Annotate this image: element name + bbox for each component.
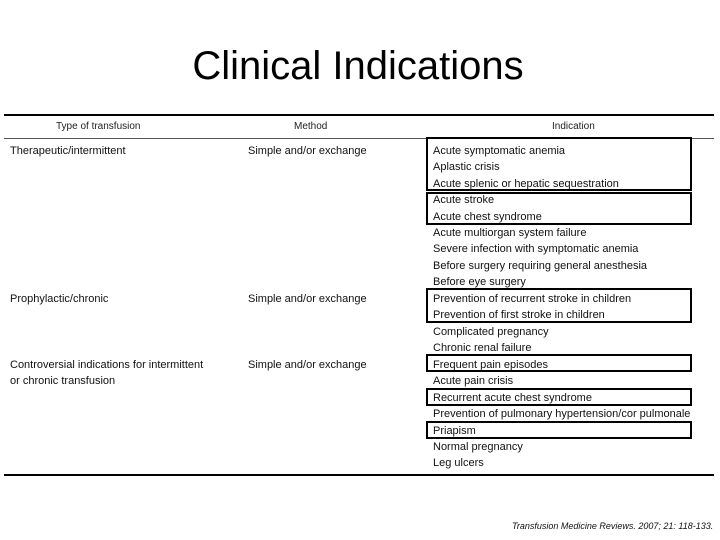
indication-item: Leg ulcers [433, 457, 484, 469]
method-cell: Simple and/or exchange [248, 145, 367, 157]
highlight-box [426, 288, 692, 323]
method-cell: Simple and/or exchange [248, 359, 367, 371]
header-indication: Indication [552, 121, 595, 132]
indication-item: Recurrent acute chest syndrome [433, 392, 592, 404]
indication-item: Severe infection with symptomatic anemia [433, 243, 639, 255]
type-cell: Prophylactic/chronic [10, 293, 109, 305]
indication-item: Prevention of first stroke in children [433, 309, 605, 321]
table-bottom-rule [4, 474, 714, 476]
indication-item: Acute pain crisis [433, 375, 514, 387]
highlight-box [426, 192, 692, 225]
indication-item: Acute stroke [433, 194, 495, 206]
indication-item: Acute multiorgan system failure [433, 227, 587, 239]
indication-item: Acute splenic or hepatic sequestration [433, 178, 619, 190]
type-cell: Therapeutic/intermittent [10, 145, 126, 157]
highlight-box [426, 354, 692, 372]
method-cell: Simple and/or exchange [248, 293, 367, 305]
indication-item: Complicated pregnancy [433, 326, 549, 338]
indication-item: Frequent pain episodes [433, 359, 548, 371]
indications-table [4, 114, 714, 476]
slide-title: Clinical Indications [192, 44, 524, 88]
indication-item: Acute chest syndrome [433, 211, 542, 223]
highlight-box [426, 388, 692, 406]
indication-item: Before surgery requiring general anesthesia [433, 260, 648, 272]
indication-item: Chronic renal failure [433, 342, 532, 354]
indication-item: Prevention of pulmonary hypertension/cor pulmonale [433, 408, 691, 420]
indication-item: Normal pregnancy [433, 441, 523, 453]
indication-item: Aplastic crisis [433, 161, 500, 173]
indication-item: Priapism [433, 425, 476, 437]
indication-item: Acute symptomatic anemia [433, 145, 566, 157]
table-top-rule [4, 114, 714, 116]
highlight-box [426, 137, 692, 191]
highlight-box [426, 421, 692, 439]
indication-item: Before eye surgery [433, 276, 526, 288]
type-cell: Controversial indications for intermittent or chronic transfusion [10, 359, 204, 387]
header-method: Method [294, 121, 328, 132]
citation: Transfusion Medicine Reviews. 2007; 21: 118-133. [512, 521, 714, 531]
indication-item: Prevention of recurrent stroke in children [433, 293, 632, 305]
header-type: Type of transfusion [56, 121, 141, 132]
